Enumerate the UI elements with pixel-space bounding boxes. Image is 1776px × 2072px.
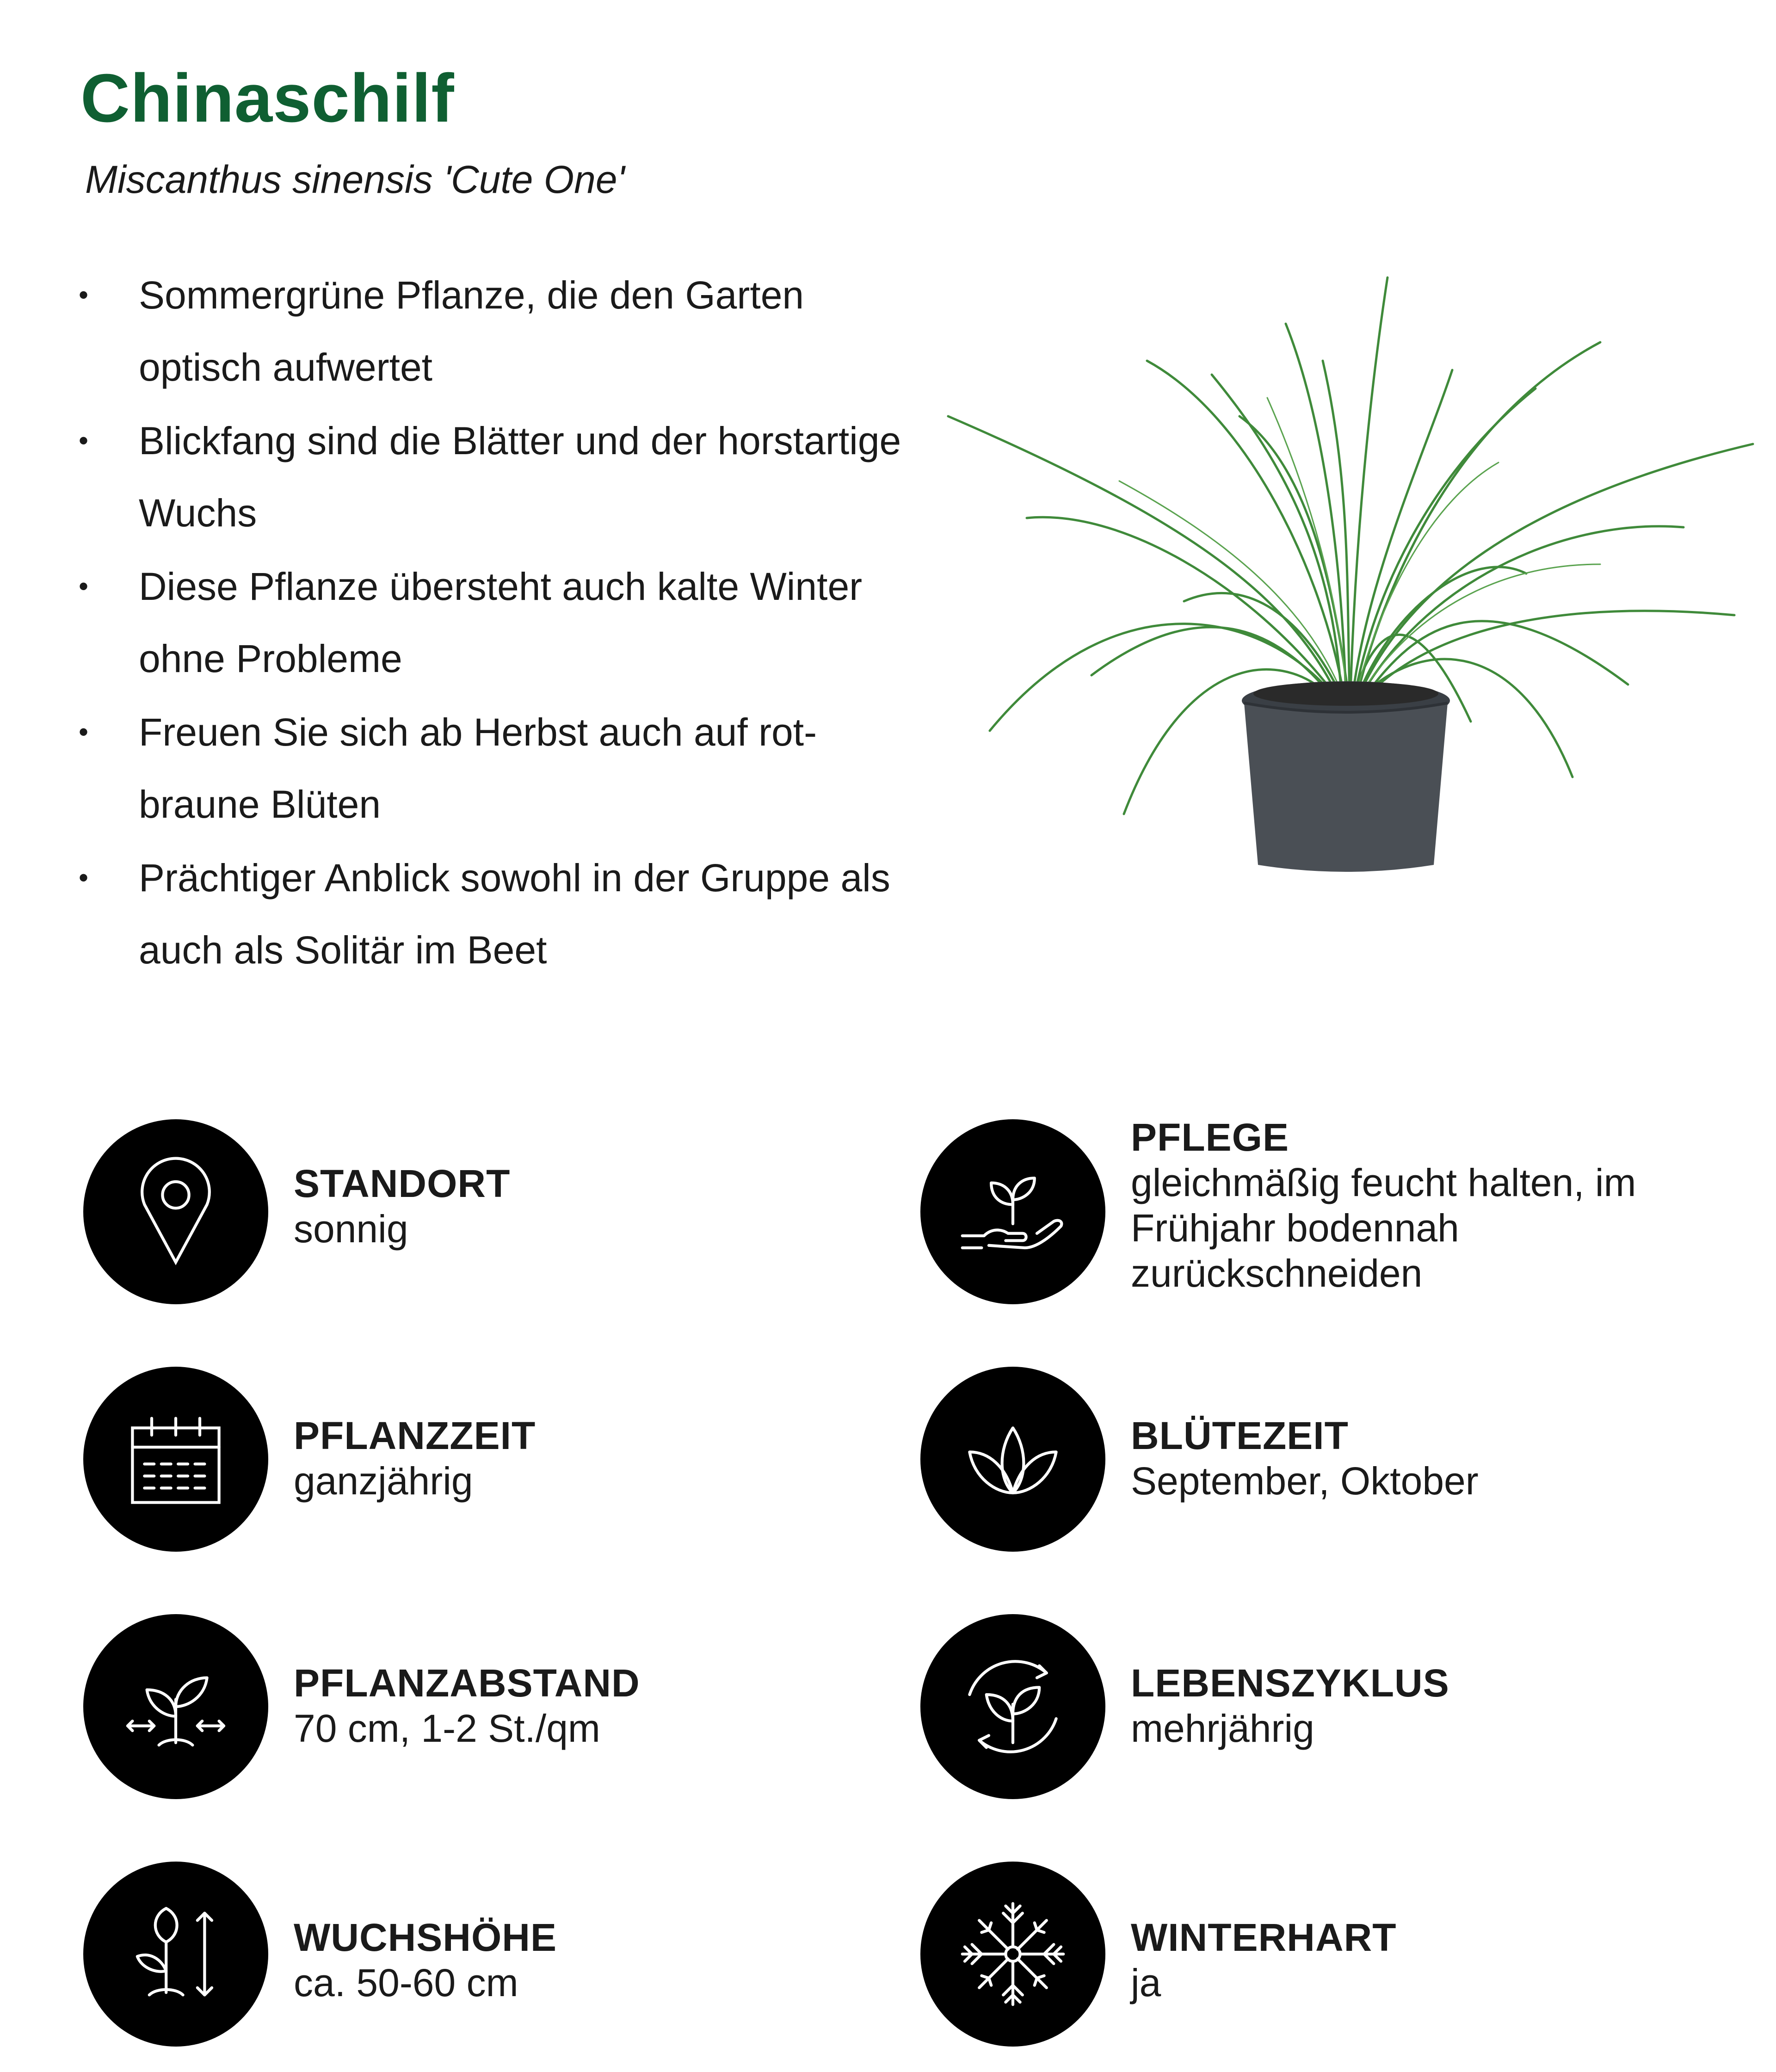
bullet-dot: •: [79, 862, 89, 893]
pflege-badge: [920, 1119, 1105, 1304]
feature-bluetezeit: [920, 1367, 1753, 1552]
feature-value: September, Oktober: [1131, 1459, 1479, 1503]
feature-label: PFLANZABSTAND: [294, 1661, 640, 1705]
botanical-name: Miscanthus sinensis 'Cute One': [85, 158, 625, 201]
feature-value: sonnig: [294, 1207, 408, 1251]
bullet-dot: •: [79, 279, 89, 310]
lebenszyklus-badge: [920, 1614, 1105, 1799]
feature-label: WINTERHART: [1131, 1916, 1397, 1959]
feature-label: PFLANZZEIT: [294, 1414, 536, 1457]
feature-value: gleichmäßig feucht halten, im Frühjahr bodennah zurückschneiden: [1131, 1161, 1636, 1295]
feature-lebenszyklus: [920, 1614, 1753, 1799]
feature-pflanzabstand: [83, 1614, 823, 1799]
winterhart-badge: [920, 1862, 1105, 2047]
snowflake-icon: [953, 1894, 1073, 2014]
feature-label: WUCHSHÖHE: [294, 1916, 557, 1959]
bullet-text: Blickfang sind die Blätter und der horstartige Wuchs: [139, 419, 901, 535]
feature-value: ganzjährig: [294, 1459, 473, 1503]
wuchshoehe-badge: [83, 1862, 268, 2047]
feature-pflanzzeit: [83, 1367, 823, 1552]
bullet-text: Prächtiger Anblick sowohl in der Gruppe als auch als Solitär im Beet: [139, 856, 890, 972]
feature-label: BLÜTEZEIT: [1131, 1414, 1349, 1457]
bluetezeit-badge: [920, 1367, 1105, 1552]
feature-standort: [83, 1119, 823, 1304]
bullet-dot: •: [79, 425, 89, 456]
plant-cycle-icon: [953, 1646, 1073, 1767]
feature-winterhart: [920, 1862, 1753, 2047]
feature-label: LEBENSZYKLUS: [1131, 1661, 1449, 1705]
bullet-item: [79, 259, 911, 403]
pflanzzeit-badge: [83, 1367, 268, 1552]
pot: [1244, 703, 1448, 872]
feature-label: STANDORT: [294, 1162, 511, 1205]
pflanzabstand-badge: [83, 1614, 268, 1799]
location-pin-icon: [116, 1152, 236, 1272]
bullet-item: [79, 550, 911, 695]
feature-value: ca. 50-60 cm: [294, 1961, 518, 2004]
lotus-flower-icon: [953, 1399, 1073, 1519]
feature-label: PFLEGE: [1131, 1116, 1289, 1159]
bullet-text: Freuen Sie sich ab Herbst auch auf rot-braune Blüten: [139, 710, 817, 826]
hand-seedling-icon: [953, 1152, 1073, 1272]
product-title: Chinaschilf: [80, 60, 455, 136]
bullet-dot: •: [79, 571, 89, 602]
feature-wuchshoehe: [83, 1862, 823, 2047]
bullet-text: Diese Pflanze übersteht auch kalte Winter ohne Probleme: [139, 565, 863, 680]
bullet-item: [79, 696, 911, 840]
plant-spacing-icon: [116, 1646, 236, 1767]
feature-value: mehrjährig: [1131, 1707, 1314, 1750]
calendar-icon: [116, 1399, 236, 1519]
plant-product-image: [925, 222, 1767, 925]
standort-badge: [83, 1119, 268, 1304]
bullet-item: [79, 405, 911, 549]
feature-value: ja: [1131, 1961, 1161, 2004]
bullet-dot: •: [79, 716, 89, 747]
feature-value: 70 cm, 1-2 St./qm: [294, 1707, 600, 1750]
feature-bullet-list: [79, 259, 911, 987]
plant-height-icon: [116, 1894, 236, 2014]
bullet-text: Sommergrüne Pflanze, die den Garten optisch aufwertet: [139, 273, 804, 389]
bullet-item: [79, 842, 911, 986]
feature-pflege: [920, 1116, 1753, 1304]
